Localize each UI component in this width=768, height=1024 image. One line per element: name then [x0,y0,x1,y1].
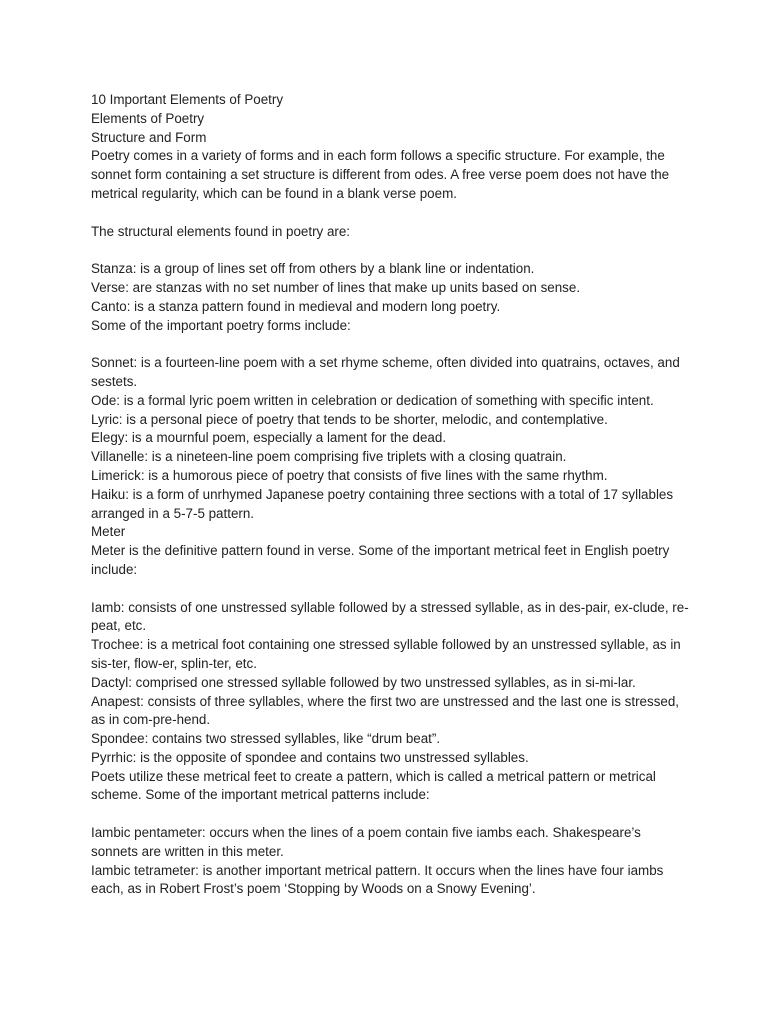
item-anapest: Anapest: consists of three syllables, where the first two are unstressed and the last one is stressed, as in com-pre-hend. [91,693,679,728]
blank-line [91,805,691,824]
blank-line [91,580,691,599]
paragraph-intro: Poetry comes in a variety of forms and in each form follows a specific structure. For example, the sonnet form containing a set structure is different from odes. A free verse poem does not have the metrical regularity, which can be found in a blank verse poem. [91,148,670,201]
item-villanelle: Villanelle: is a nineteen-line poem comprising five triplets with a closing quatrain. [91,449,567,465]
blank-line [91,335,691,354]
item-stanza: Stanza: is a group of lines set off from others by a blank line or indentation. [91,261,535,277]
item-sonnet: Sonnet: is a fourteen-line poem with a set rhyme scheme, often divided into quatrains, octaves, and sestets. [91,355,680,389]
item-spondee: Spondee: contains two stressed syllables, like “drum beat”. [91,731,441,747]
item-iambic-pentameter: Iambic pentameter: occurs when the lines of a poem contain five iambs each. Shakespeare’s sonnets are written in this meter. [91,825,641,859]
item-elegy: Elegy: is a mournful poem, especially a lament for the dead. [91,430,447,446]
item-trochee: Trochee: is a metrical foot containing one stressed syllable followed by an unstressed syllable, as in sis-ter, flow-er, splin-ter, etc. [91,637,681,671]
item-lyric: Lyric: is a personal piece of poetry that tends to be shorter, melodic, and contemplative. [91,411,608,427]
item-verse: Verse: are stanzas with no set number of lines that make up units based on sense. [91,279,581,295]
item-canto: Canto: is a stanza pattern found in medieval and modern long poetry. [91,298,501,314]
item-haiku: Haiku: is a form of unrhymed Japanese poetry containing three sections with a total of 17 syllables arranged in a 5-7-5 pattern. [91,486,674,521]
paragraph-metrical-patterns: Poets utilize these metrical feet to create a pattern, which is called a metrical pattern or metrical scheme. Some of the important metrical patterns include: [91,768,656,803]
item-iambic-tetrameter: Iambic tetrameter: is another important metrical pattern. It occurs when the lines have four iambs each, as in Robert Frost’s poem ‘Stopping by Woods on a Snowy Evening’. [91,862,664,897]
heading-elements-of-poetry: Elements of Poetry [91,110,205,126]
item-ode: Ode: is a formal lyric poem written in celebration or dedication of something with specific intent. [91,392,654,408]
paragraph-poetry-forms: Some of the important poetry forms include: [91,317,351,333]
item-pyrrhic: Pyrrhic: is the opposite of spondee and contains two unstressed syllables. [91,749,529,765]
paragraph-structural-elements: The structural elements found in poetry are: [91,223,351,239]
heading-meter: Meter [91,524,126,540]
heading-structure-and-form: Structure and Form [91,129,207,145]
document-title: 10 Important Elements of Poetry [91,92,284,107]
paragraph-meter: Meter is the definitive pattern found in verse. Some of the important metrical feet in English poetry include: [91,543,670,577]
item-iamb: Iamb: consists of one unstressed syllable followed by a stressed syllable, as in des-pair, ex-clude, re-peat, etc. [91,599,689,634]
blank-line [91,204,691,223]
document-body [91,91,691,899]
item-dactyl: Dactyl: comprised one stressed syllable followed by two unstressed syllables, as in si-mi-lar. [91,674,636,690]
blank-line [91,241,691,260]
item-limerick: Limerick: is a humorous piece of poetry that consists of five lines with the same rhythm. [91,467,608,483]
